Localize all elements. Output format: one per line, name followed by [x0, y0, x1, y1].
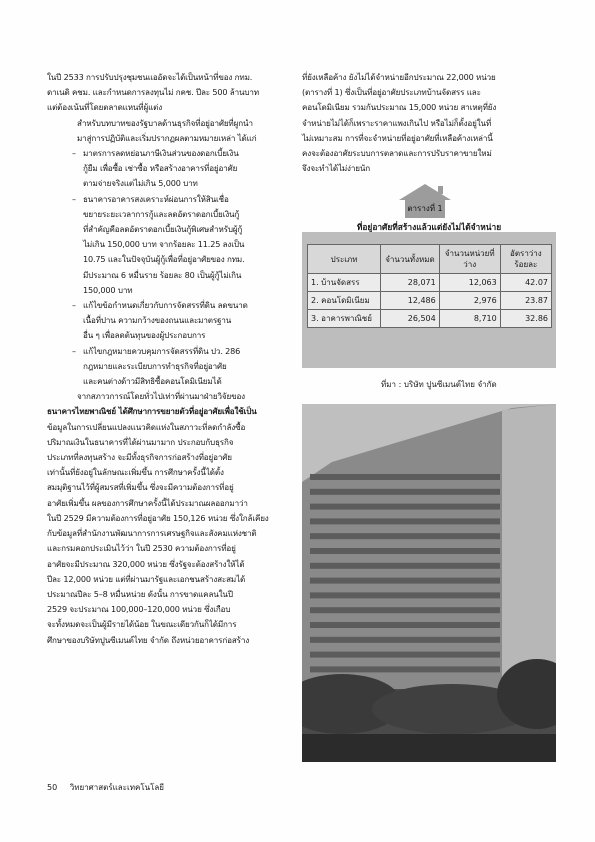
table-header: จำนวนหน่วยที่ว่าง — [439, 245, 500, 274]
text-line: ปีละ 12,000 หน่วย แต่ที่ผ่านมารัฐและเอกชนสร้างสะสมได้ — [47, 573, 246, 584]
text-line: – แก้ไขข้อกำหนดเกี่ยวกับการจัดสรรที่ดิน ลดขนาด — [83, 300, 248, 311]
table-cell: 32.86 — [500, 310, 551, 328]
text-line: 10.75 และในปัจจุบันผู้กู้เพื่อที่อยู่อาศัยของ กทม. — [83, 254, 245, 265]
table-cell: 12,063 — [439, 274, 500, 292]
text-line: ที่ยังเหลือค้าง ยังไม่ได้จำหน่ายอีกประมาณ 22,000 หน่วย — [302, 72, 496, 82]
bullet-item — [47, 146, 279, 192]
text-line: – มาตรการลดหย่อนภาษีเงินส่วนของดอกเบี้ยเงิน — [83, 148, 239, 159]
text-line: ประเภทที่ลงทุนสร้าง จะมีทั้งธุรกิจการก่อสร้างที่อยู่อาศัย — [47, 452, 232, 463]
text-line: ที่สำคัญคือลดอัตราดอกเบี้ยเงินกู้พิเศษสำหรับผู้กู้ — [83, 224, 243, 235]
text-line: ศึกษาของบริษัทปูนซีเมนต์ไทย จำกัด ถึงหน่วยอาคารก่อสร้าง — [47, 634, 250, 645]
text-line: มาสู่การปฏิบัติและเริ่มปรากฏผลตามหมายเหล่า ได้แก่ — [77, 132, 257, 143]
policy-paragraph — [47, 116, 279, 146]
text-line: และกรมคอกประเมินไว้ว่า ในปี 2530 ความต้องการที่อยู่ — [47, 543, 236, 554]
text-line: ในปี 2529 มีความต้องการที่อยู่อาศัย 150,126 หน่วย ซึ่งใกล้เคียง — [47, 512, 269, 523]
text-line: อื่น ๆ เพื่อลดต้นทุนของผู้ประกอบการ — [83, 330, 206, 341]
table-cell: 26,504 — [381, 310, 440, 328]
building-window-band — [310, 622, 500, 628]
text-line: ขยายระยะเวลาการกู้และลดอัตราดอกเบี้ยเงินกู้ — [83, 208, 240, 219]
text-line: กฎหมายและระเบียบการทำธุรกิจที่อยู่อาศัย — [83, 360, 227, 371]
bullet-item — [47, 298, 279, 344]
left-column — [47, 70, 279, 648]
text-line: จะทั้งหมดจะเป็นผู้มีรายได้น้อย ในขณะเดียวกันก็ได้มีการ — [47, 619, 237, 630]
table-number-label: ตารางที่ 1 — [407, 204, 443, 213]
table-cell: 42.07 — [500, 274, 551, 292]
text-line: ประมาณปีละ 5–8 หมื่นหน่วย ดังนั้น การขาดแคลนในปี — [47, 588, 233, 599]
table-panel — [302, 232, 556, 368]
table-header: อัตราว่าง ร้อยละ — [500, 245, 551, 274]
bullet-item — [47, 344, 279, 390]
text-line: กู้ยืม เพื่อซื้อ เช่าซื้อ หรือสร้างอาคารที่อยู่อาศัย — [83, 163, 238, 174]
text-line: กับข้อมูลที่สำนักงานพัฒนาการการเศรษฐกิจและสังคมแห่งชาติ — [47, 528, 257, 539]
text-line: อาศัยจะมีประมาณ 320,000 หน่วย ซึ่งรัฐจะต้องสร้างให้ได้ — [47, 558, 245, 569]
table-cell: 8,710 — [439, 310, 500, 328]
building-window-band — [310, 489, 500, 495]
table-cell: 2. คอนโดมิเนียม — [308, 292, 381, 310]
text-line: ธนาคารไทยพาณิชย์ ได้ศึกษาการขยายตัวที่อยู่อาศัยเพื่อใช้เป็น — [47, 406, 257, 417]
text-line: แต่ต้องเน้นที่โดยตลาดแหนที่ผู้แต่ง — [47, 102, 163, 113]
text-line: มีประมาณ 6 หมื่นราย ร้อยละ 80 เป็นผู้กู้ไม่เกิน — [83, 269, 242, 280]
table-house-icon — [395, 182, 455, 220]
table-row — [308, 274, 552, 292]
table-header: จำนวนทั้งหมด — [381, 245, 440, 274]
building-window-band — [310, 518, 500, 524]
building-window-band — [310, 592, 500, 598]
text-line: เนื้อที่ปาน ความกว้างของถนนและมาตรฐาน — [83, 315, 232, 326]
text-line: คงจะต้องอาศัยระบบการตลาดและการปรับราคาขายใหม่ — [302, 148, 492, 159]
table-row — [308, 310, 552, 328]
text-line: ในปี 2533 การปรับปรุงชุมชนแออัดจะได้เป็นหน้าที่ของ กทม. — [47, 72, 253, 82]
publication-name: วิทยาศาสตร์และเทคโนโลยี — [69, 783, 164, 792]
building-window-band — [310, 637, 500, 643]
body-paragraph — [302, 70, 556, 176]
building-window-band — [310, 474, 500, 480]
text-line: จึงจะทำได้ไม่ง่ายนัก — [302, 163, 370, 174]
text-line: จำหน่ายไม่ได้ก็เพราะราคาแพงเกินไป หรือไม่ก็ตั้งอยู่ในที่ — [302, 117, 492, 128]
text-line: 150,000 บาท — [83, 284, 133, 295]
text-line: 2529 จะประมาณ 100,000–120,000 หน่วย ซึ่งเกือบ — [47, 604, 231, 615]
building-window-band — [310, 563, 500, 569]
page-footer — [47, 781, 174, 794]
page-number: 50 — [47, 783, 58, 792]
bullet-item — [47, 192, 279, 298]
text-line: – ธนาคารอาคารสงเคราะห์ผ่อนการให้สินเชื่อ — [83, 193, 229, 204]
text-line: สมมุติฐานไว้ที่ผู้สมรสที่เพิ่มขึ้น ซึ่งจะมีความต้องการที่อยู่ — [47, 482, 234, 493]
building-window-band — [310, 533, 500, 539]
text-line: ดาเนดิ คชม. และกำหนดการลงทุนไม่ กคช. ปีละ 500 ล้านบาท — [47, 87, 259, 98]
text-line: เท่านั้นที่ยังอยู่ในลักษณะเพิ่มขึ้น การศึกษาครั้งนี้ได้ตั้ง — [47, 467, 224, 478]
table-cell: 28,071 — [381, 274, 440, 292]
building-window-band — [310, 607, 500, 613]
building-window-band — [310, 652, 500, 658]
building-illustration — [302, 404, 556, 762]
table-title: ที่อยู่อาศัยที่สร้างแล้วแต่ยังไม่ได้จำหน่าย — [356, 222, 502, 232]
table-cell: 1. บ้านจัดสรร — [308, 274, 381, 292]
vacancy-table — [307, 244, 552, 328]
text-line: – แก้ไขกฎหมายควบคุมการจัดสรรที่ดิน ปว. 286 — [83, 345, 241, 356]
text-line: จากสภาวการณ์โดยทั่วไปเท่าที่ผ่านมาฝ่ายวิจัยของ — [77, 391, 245, 402]
right-column — [302, 70, 556, 176]
text-line: (ตารางที่ 1) ซึ่งเป็นที่อยู่อาศัยประเภทบ้านจัดสรร และ — [302, 87, 481, 98]
table-cell: 23.87 — [500, 292, 551, 310]
table-cell: 12,486 — [381, 292, 440, 310]
text-line: คอนโดมิเนียม รวมกันประมาณ 15,000 หน่วย สาเหตุที่ยัง — [302, 102, 497, 113]
intro-paragraph — [47, 70, 279, 116]
text-line: และคนต่างด้าวมีสิทธิซื้อคอนโดมิเนียมได้ — [83, 376, 222, 387]
table-header: ประเภท — [308, 245, 381, 274]
table-cell: 3. อาคารพาณิชย์ — [308, 310, 381, 328]
body-paragraph — [47, 389, 279, 647]
table-cell: 2,976 — [439, 292, 500, 310]
text-line: ปริมาณเงินในธนาคารที่ได้ผ่านมามาก ประกอบกับธุรกิจ — [47, 436, 234, 447]
text-line: ข้อมูลในการเปลี่ยนแปลงแนวคิดแห่งในสภาวะที่ลดกำลังซื้อ — [47, 421, 246, 432]
text-line: ไม่เหมาะสม การที่จะจำหน่ายที่อยู่อาศัยที่เหลือค้างเหล่านี้ — [302, 132, 493, 143]
text-line: สำหรับบทบาทของรัฐบาลด้านธุรกิจที่อยู่อาศัยที่ผูกนำ — [77, 117, 253, 128]
table-row — [308, 292, 552, 310]
building-window-band — [310, 548, 500, 554]
text-line: อาศัยเพิ่มขึ้น ผลของการศึกษาครั้งนี้ได้ประมาณผลออกมาว่า — [47, 497, 248, 508]
text-line: ไม่เกิน 150,000 บาท จากร้อยละ 11.25 ลงเป็น — [83, 239, 245, 250]
table-source-note: ที่มา : บริษัท ปูนซีเมนต์ไทย จำกัด — [381, 380, 497, 389]
building-window-band — [310, 666, 500, 672]
condominium-building-photo — [302, 404, 556, 762]
text-line: ตามจ่ายจริงแต่ไม่เกิน 5,000 บาท — [83, 178, 198, 189]
building-window-band — [310, 578, 500, 584]
building-window-band — [310, 504, 500, 510]
